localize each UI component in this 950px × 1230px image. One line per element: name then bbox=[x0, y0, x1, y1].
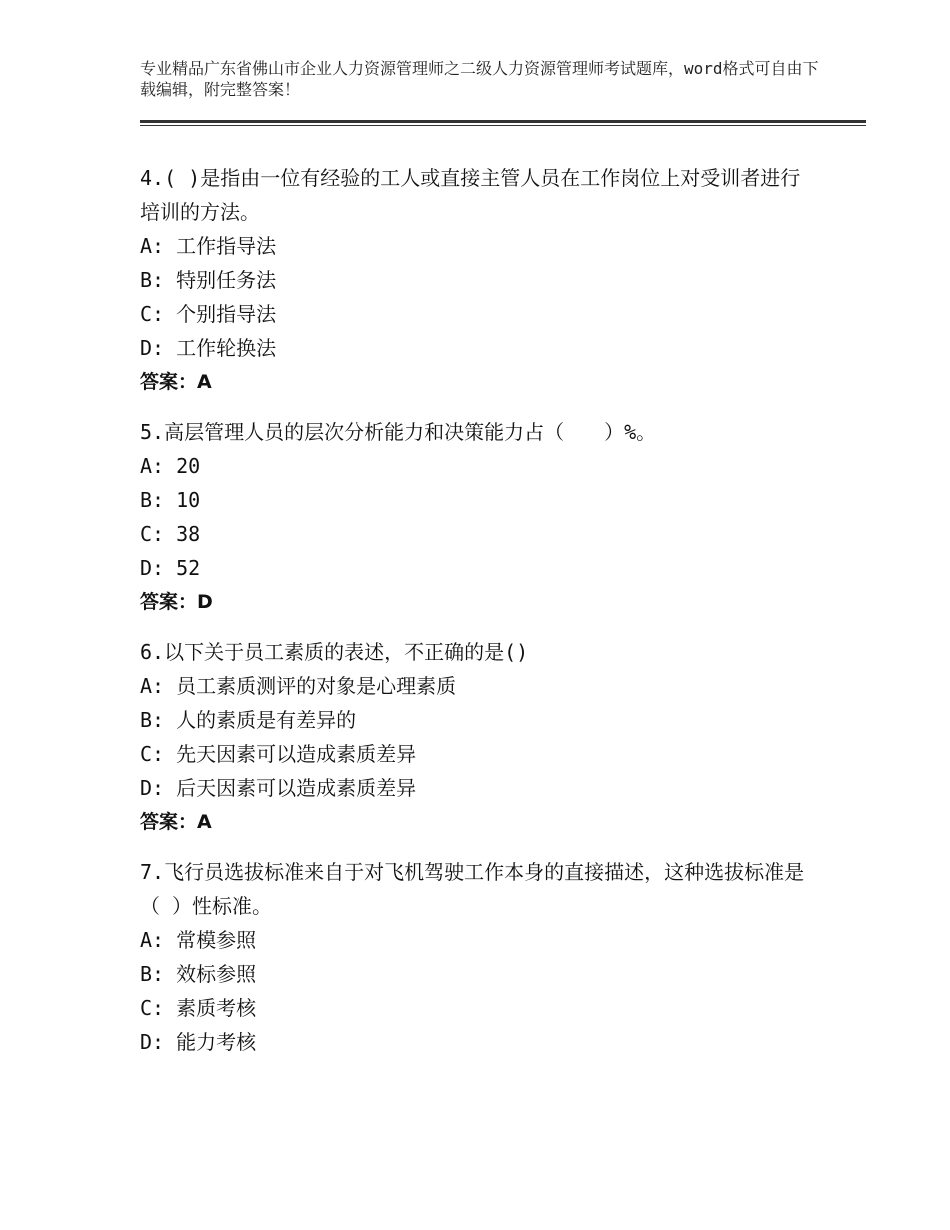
option-b bbox=[140, 483, 820, 517]
option-b bbox=[140, 703, 820, 737]
option-letter: D: bbox=[140, 1030, 165, 1054]
option-letter: A: bbox=[140, 234, 165, 258]
answer-line bbox=[140, 365, 820, 399]
option-letter: C: bbox=[140, 302, 165, 326]
option-c bbox=[140, 517, 820, 551]
option-letter: B: bbox=[140, 708, 165, 732]
option-c bbox=[140, 991, 820, 1025]
answer-line bbox=[140, 585, 820, 619]
header-rule-thin bbox=[140, 125, 866, 126]
option-text: 效标参照 bbox=[176, 962, 257, 986]
option-letter: C: bbox=[140, 522, 165, 546]
answer-label: 答案： bbox=[140, 811, 198, 833]
answer-label: 答案： bbox=[140, 591, 198, 613]
option-a bbox=[140, 449, 820, 483]
option-text: 常模参照 bbox=[176, 928, 257, 952]
option-d bbox=[140, 551, 820, 585]
option-letter: B: bbox=[140, 268, 165, 292]
option-letter: B: bbox=[140, 962, 165, 986]
option-letter: D: bbox=[140, 336, 165, 360]
answer-value: D bbox=[197, 591, 213, 613]
header-rule-thick bbox=[140, 120, 866, 123]
option-letter: A: bbox=[140, 454, 165, 478]
option-text: 员工素质测评的对象是心理素质 bbox=[176, 674, 457, 698]
option-letter: D: bbox=[140, 776, 165, 800]
answer-label: 答案： bbox=[140, 371, 198, 393]
question-5 bbox=[140, 415, 820, 619]
question-text: 6.以下关于员工素质的表述，不正确的是() bbox=[140, 640, 529, 664]
answer-value: A bbox=[197, 371, 212, 393]
option-d bbox=[140, 771, 820, 805]
question-4 bbox=[140, 161, 820, 399]
option-text: 工作指导法 bbox=[176, 234, 277, 258]
option-text: 先天因素可以造成素质差异 bbox=[176, 742, 417, 766]
option-text: 特别任务法 bbox=[176, 268, 277, 292]
option-a bbox=[140, 229, 820, 263]
question-6 bbox=[140, 635, 820, 839]
option-d bbox=[140, 331, 820, 365]
option-text: 素质考核 bbox=[176, 996, 257, 1020]
option-c bbox=[140, 297, 820, 331]
document-header: 专业精品广东省佛山市企业人力资源管理师之二级人力资源管理师考试题库，word格式可自由下载编辑，附完整答案！ bbox=[140, 59, 819, 99]
option-d bbox=[140, 1025, 820, 1059]
option-text: 52 bbox=[176, 556, 201, 580]
option-text: 能力考核 bbox=[176, 1030, 257, 1054]
option-text: 工作轮换法 bbox=[176, 336, 277, 360]
option-text: 38 bbox=[176, 522, 201, 546]
option-letter: C: bbox=[140, 742, 165, 766]
option-a bbox=[140, 923, 820, 957]
question-text: 4.( )是指由一位有经验的工人或直接主管人员在工作岗位上对受训者进行培训的方法。 bbox=[140, 166, 801, 224]
question-text: 5.高层管理人员的层次分析能力和决策能力占（ ）%。 bbox=[140, 420, 657, 444]
answer-line bbox=[140, 805, 820, 839]
question-list bbox=[140, 161, 820, 1075]
option-a bbox=[140, 669, 820, 703]
option-text: 后天因素可以造成素质差异 bbox=[176, 776, 417, 800]
answer-value: A bbox=[197, 811, 212, 833]
option-letter: C: bbox=[140, 996, 165, 1020]
option-letter: A: bbox=[140, 928, 165, 952]
option-c bbox=[140, 737, 820, 771]
option-text: 10 bbox=[176, 488, 201, 512]
option-letter: A: bbox=[140, 674, 165, 698]
question-7 bbox=[140, 855, 820, 1059]
option-text: 个别指导法 bbox=[176, 302, 277, 326]
option-letter: B: bbox=[140, 488, 165, 512]
question-text: 7.飞行员选拔标准来自于对飞机驾驶工作本身的直接描述，这种选拔标准是（ ）性标准。 bbox=[140, 860, 805, 918]
option-b bbox=[140, 263, 820, 297]
option-text: 人的素质是有差异的 bbox=[176, 708, 357, 732]
option-text: 20 bbox=[176, 454, 201, 478]
option-b bbox=[140, 957, 820, 991]
option-letter: D: bbox=[140, 556, 165, 580]
